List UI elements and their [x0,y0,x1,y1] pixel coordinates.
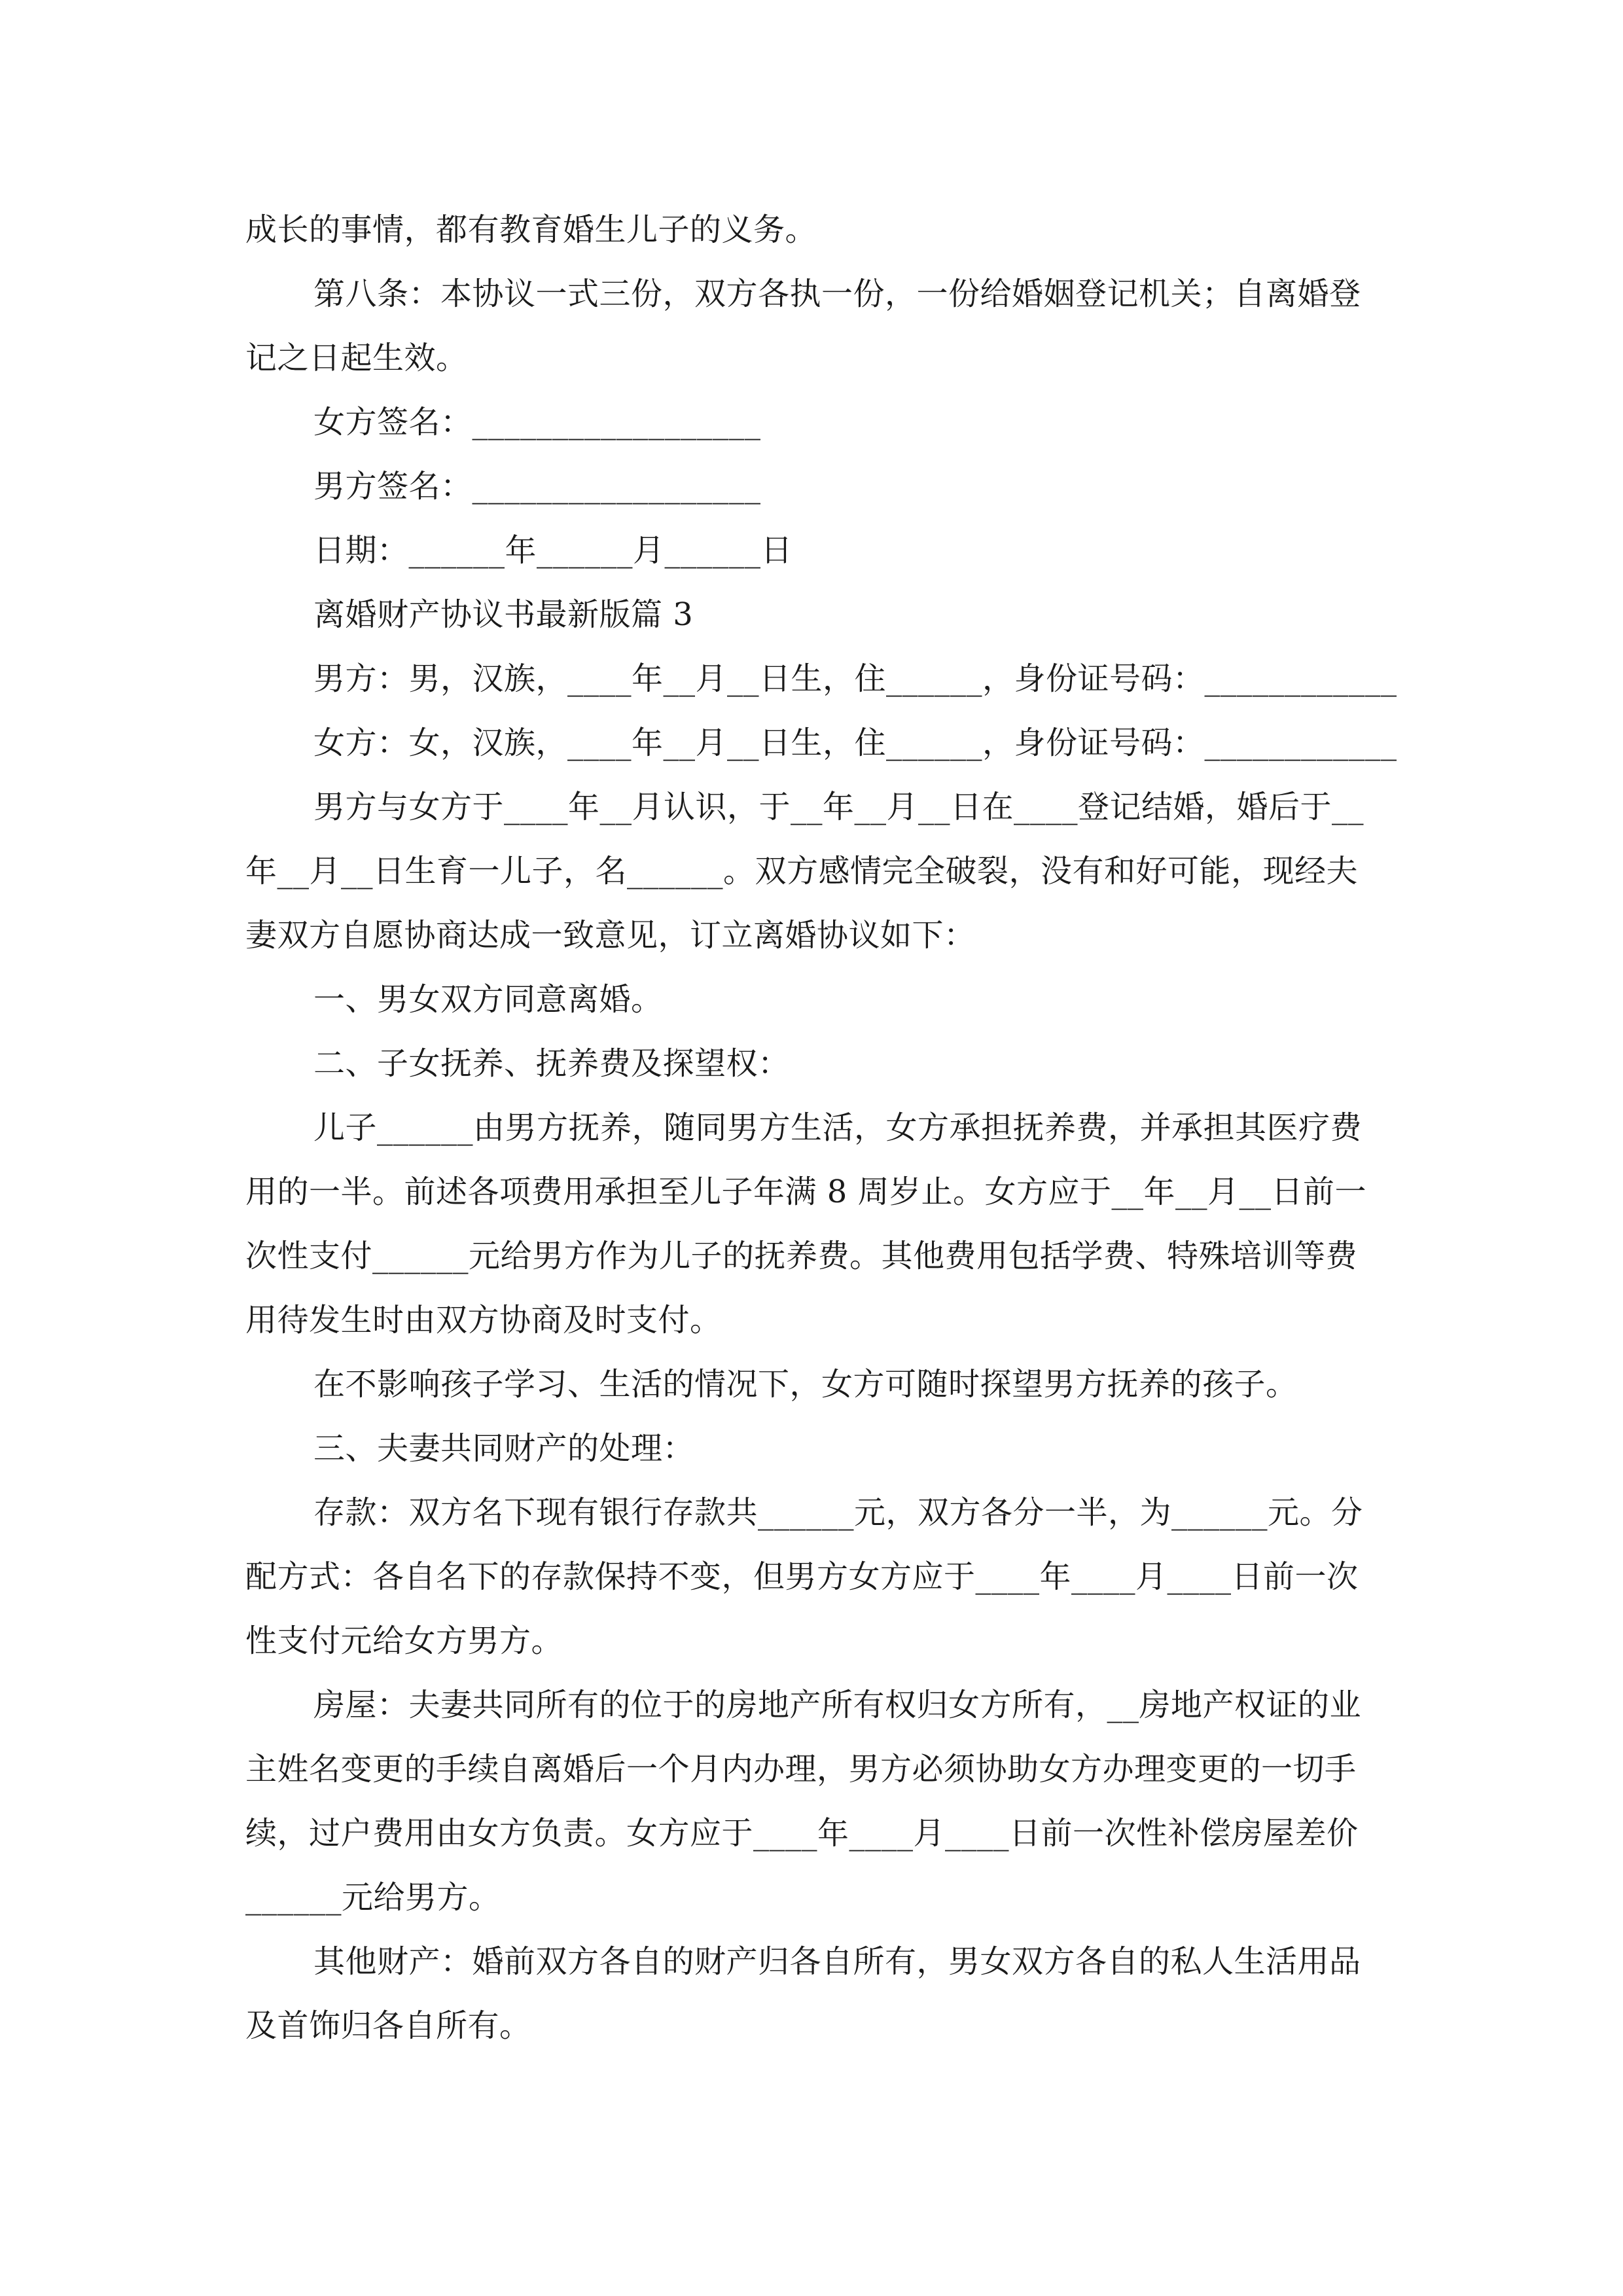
background-paragraph-cont [245,839,1378,903]
house-paragraph-cont [245,1737,1378,1801]
text-line: 记之日起生效。 [245,340,468,376]
text-line: 次性支付______元给男方作为儿子的抚养费。其他费用包括学费、特殊培训等费 [245,1238,1358,1274]
male-party-line [245,647,1397,711]
text-line: 配方式：各自名下的存款保持不变，但男方女方应于____年____月____日前一次 [245,1558,1359,1595]
text-line: 第八条：本协议一式三份，双方各执一份，一份给婚姻登记机关；自离婚登 [313,276,1361,312]
house-paragraph [245,1673,1378,1737]
text-line: 离婚财产协议书最新版篇 3 [313,596,694,633]
background-paragraph-cont [245,903,1378,967]
text-line: 女方：女，汉族，____年__月__日生，住______，身份证号码：____________ [313,725,1397,761]
background-paragraph [245,775,1378,839]
text-line: 成长的事情，都有教育婚生儿子的义务。 [245,211,817,248]
savings-paragraph-cont [245,1545,1378,1609]
custody-paragraph-cont [245,1160,1378,1224]
paragraph-1 [245,198,1378,262]
custody-paragraph-cont [245,1224,1378,1288]
document-body [245,198,1397,2058]
text-line: 性支付元给女方男方。 [245,1623,563,1659]
female-signature-line [245,390,1378,454]
text-line: 三、夫妻共同财产的处理： [313,1430,695,1467]
visitation-paragraph [245,1352,1378,1416]
text-line: 二、子女抚养、抚养费及探望权： [313,1045,790,1082]
savings-paragraph [245,1480,1378,1545]
text-line: 年__月__日生育一儿子，名______。双方感情完全破裂，没有和好可能，现经夫 [245,853,1359,889]
text-line: 主姓名变更的手续自离婚后一个月内办理，男方必须协助女方办理变更的一切手 [245,1751,1357,1787]
clause-2-heading [245,1031,1378,1096]
section-title [245,583,1378,647]
text-line: 房屋：夫妻共同所有的位于的房地产所有权归女方所有，__房地产权证的业 [313,1687,1362,1723]
text-line: 妻双方自愿协商达成一致意见，订立离婚协议如下： [245,917,976,954]
text-line: 用待发生时由双方协商及时支付。 [245,1302,722,1338]
text-line: 男方：男，汉族，____年__月__日生，住______，身份证号码：____________ [313,660,1397,697]
savings-paragraph-cont [245,1609,1378,1673]
female-party-line [245,711,1397,775]
text-line: 男方与女方于____年__月认识，于__年__月__日在____登记结婚，婚后于__ [313,789,1364,825]
house-paragraph-cont [245,1865,1378,1929]
text-line: 女方签名：__________________ [313,404,761,440]
article-8-paragraph-cont [245,326,1378,390]
text-line: 儿子______由男方抚养，随同男方生活，女方承担抚养费，并承担其医疗费 [313,1109,1363,1146]
text-line: 一、男女双方同意离婚。 [313,981,663,1018]
text-line: 其他财产：婚前双方各自的财产归各自所有，男女双方各自的私人生活用品 [313,1943,1361,1980]
text-line: 男方签名：__________________ [313,468,761,505]
text-line: 续，过户费用由女方负责。女方应于____年____月____日前一次性补偿房屋差价 [245,1815,1359,1852]
text-line: 存款：双方名下现有银行存款共______元，双方各分一半，为______元。分 [313,1494,1363,1531]
custody-paragraph [245,1096,1378,1160]
other-property-paragraph [245,1929,1378,1994]
text-line: 用的一半。前述各项费用承担至儿子年满 8 周岁止。女方应于__年__月__日前一 [245,1174,1367,1210]
text-line: 及首饰归各自所有。 [245,2007,531,2044]
other-property-paragraph-cont [245,1994,1378,2058]
text-line: 在不影响孩子学习、生活的情况下，女方可随时探望男方抚养的孩子。 [313,1366,1298,1403]
house-paragraph-cont [245,1801,1378,1865]
date-line [245,518,1378,583]
text-line: 日期：______年______月______日 [313,532,793,569]
clause-3-heading [245,1416,1378,1480]
text-line: ______元给男方。 [245,1879,501,1916]
clause-1 [245,967,1378,1031]
article-8-paragraph [245,262,1378,326]
male-signature-line [245,454,1378,518]
custody-paragraph-cont [245,1288,1378,1352]
